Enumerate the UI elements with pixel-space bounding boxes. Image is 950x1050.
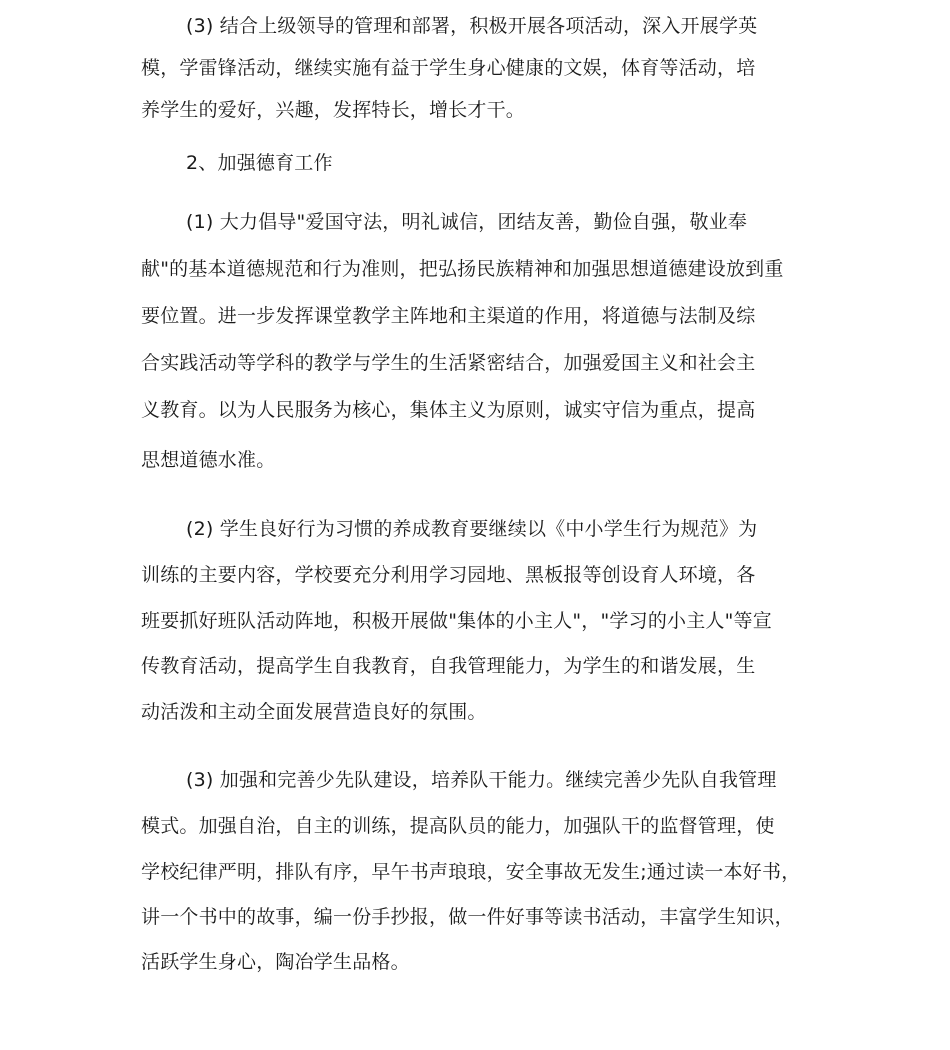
paragraph-line: 义教育。以为人民服务为核心，集体主义为原则，诚实守信为重点，提高 — [141, 399, 756, 421]
paragraph-line: 讲一个书中的故事，编一份手抄报，做一件好事等读书活动，丰富学生知识， — [141, 906, 794, 928]
paragraph-line: (3) 结合上级领导的管理和部署，积极开展各项活动，深入开展学英 — [186, 15, 758, 37]
paragraph-line: 训练的主要内容，学校要充分利用学习园地、黑板报等创设育人环境，各 — [141, 564, 756, 586]
paragraph-line: 模式。加强自治，自主的训练，提高队员的能力，加强队干的监督管理，使 — [141, 815, 775, 837]
paragraph-line: 献"的基本道德规范和行为准则，把弘扬民族精神和加强思想道德建设放到重 — [141, 258, 784, 280]
paragraph-line: 活跃学生身心，陶冶学生品格。 — [141, 951, 410, 973]
paragraph-line: 班要抓好班队活动阵地，积极开展做"集体的小主人"，"学习的小主人"等宣 — [141, 610, 772, 632]
paragraph-line: 要位置。进一步发挥课堂教学主阵地和主渠道的作用，将道德与法制及综 — [141, 305, 756, 327]
paragraph-line: 传教育活动，提高学生自我教育，自我管理能力，为学生的和谐发展，生 — [141, 655, 756, 677]
paragraph-line: 学校纪律严明，排队有序，早午书声琅琅，安全事故无发生;通过读一本好书， — [141, 861, 801, 883]
paragraph-line: 思想道德水准。 — [141, 449, 276, 471]
paragraph-line: 合实践活动等学科的教学与学生的生活紧密结合，加强爱国主义和社会主 — [141, 352, 756, 374]
section-heading: 2、加强德育工作 — [186, 152, 333, 174]
paragraph-line: (1) 大力倡导"爱国守法，明礼诚信，团结友善，勤俭自强，敬业奉 — [186, 211, 748, 233]
paragraph-line: (2) 学生良好行为习惯的养成教育要继续以《中小学生行为规范》为 — [186, 518, 758, 540]
paragraph-line: 养学生的爱好，兴趣，发挥特长，增长才干。 — [141, 99, 526, 121]
paragraph-line: 动活泼和主动全面发展营造良好的氛围。 — [141, 701, 487, 723]
paragraph-line: (3) 加强和完善少先队建设，培养队干能力。继续完善少先队自我管理 — [186, 769, 777, 791]
paragraph-line: 模，学雷锋活动，继续实施有益于学生身心健康的文娱，体育等活动，培 — [141, 57, 756, 79]
